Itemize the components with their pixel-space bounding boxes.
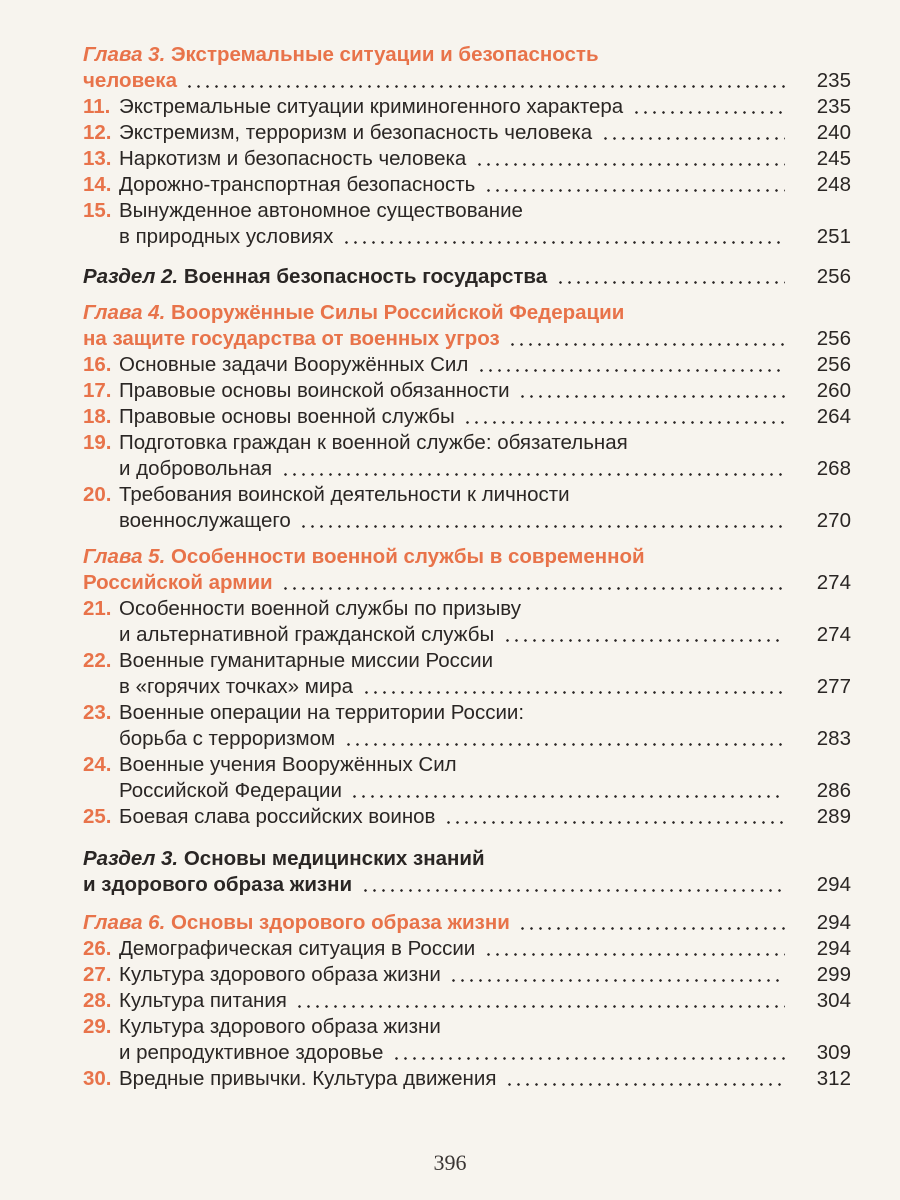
item-title-line: Правовые основы военной службы bbox=[119, 405, 455, 428]
toc-entry-title bbox=[83, 404, 851, 430]
item-title-line: Боевая слава российских воинов bbox=[119, 805, 436, 828]
dot-leader bbox=[601, 137, 785, 140]
toc-entry-title bbox=[83, 988, 851, 1014]
item-title-line: в природных условиях bbox=[119, 225, 334, 248]
dot-leader bbox=[503, 639, 785, 642]
dot-leader bbox=[344, 743, 785, 746]
toc-item bbox=[83, 988, 851, 1014]
toc-page-number: 235 bbox=[816, 95, 851, 118]
item-number: 20. bbox=[83, 483, 112, 506]
toc-page-number: 312 bbox=[816, 1067, 851, 1090]
item-title-line: Демографическая ситуация в России bbox=[119, 937, 476, 960]
toc-page-number: 240 bbox=[816, 121, 851, 144]
section-title-line: Основы медицинских знаний bbox=[183, 847, 485, 870]
item-title-line: Особенности военной службы по призыву bbox=[119, 597, 522, 620]
toc-entry-title bbox=[83, 1066, 851, 1092]
item-number: 17. bbox=[83, 379, 112, 402]
item-title-line: Культура питания bbox=[119, 989, 287, 1012]
toc-page-number: 283 bbox=[816, 727, 851, 750]
item-title-line: Вредные привычки. Культура движения bbox=[119, 1067, 497, 1090]
chapter-label: Глава 5. bbox=[83, 545, 166, 568]
dot-leader bbox=[463, 421, 785, 424]
item-title-line: Требования воинской деятельности к личности bbox=[119, 483, 570, 506]
dot-leader bbox=[505, 1083, 785, 1086]
dot-leader bbox=[484, 189, 785, 192]
item-title-line: и альтернативной гражданской службы bbox=[119, 623, 495, 646]
dot-leader bbox=[475, 163, 785, 166]
item-number: 27. bbox=[83, 963, 112, 986]
dot-leader bbox=[449, 979, 785, 982]
chapter-label: Глава 6. bbox=[83, 911, 166, 934]
dot-leader bbox=[518, 395, 785, 398]
dot-leader bbox=[632, 111, 785, 114]
toc-item bbox=[83, 752, 851, 804]
chapter-title-line: Основы здорового образа жизни bbox=[170, 911, 510, 934]
dot-leader bbox=[342, 241, 785, 244]
toc-page-number: 286 bbox=[816, 779, 851, 802]
toc-item bbox=[83, 804, 851, 830]
toc-page-number: 260 bbox=[816, 379, 851, 402]
toc-entry-title bbox=[83, 378, 851, 404]
item-title-line: Культура здорового образа жизни bbox=[119, 1015, 441, 1038]
item-number: 15. bbox=[83, 199, 112, 222]
toc-item bbox=[83, 120, 851, 146]
chapter-label: Глава 4. bbox=[83, 301, 166, 324]
toc-page-number: 277 bbox=[816, 675, 851, 698]
toc-page-number: 264 bbox=[816, 405, 851, 428]
toc-item bbox=[83, 482, 851, 534]
item-title-line: Дорожно-транспортная безопасность bbox=[119, 173, 476, 196]
toc-item bbox=[83, 198, 851, 250]
chapter-title-line: человека bbox=[83, 69, 177, 92]
item-title-line: и репродуктивное здоровье bbox=[119, 1041, 384, 1064]
toc-item bbox=[83, 172, 851, 198]
item-number: 28. bbox=[83, 989, 112, 1012]
toc-item bbox=[83, 94, 851, 120]
item-number: 30. bbox=[83, 1067, 112, 1090]
dot-leader bbox=[362, 691, 785, 694]
dot-leader bbox=[295, 1005, 785, 1008]
toc-page-number: 294 bbox=[816, 937, 851, 960]
chapter-title-line: Вооружённые Силы Российской Федерации bbox=[170, 301, 625, 324]
dot-leader bbox=[185, 85, 785, 88]
item-title-line: Культура здорового образа жизни bbox=[119, 963, 441, 986]
dot-leader bbox=[508, 343, 785, 346]
toc-item bbox=[83, 648, 851, 700]
item-title-line: Военные учения Вооружённых Сил bbox=[119, 753, 457, 776]
toc-page-number: 289 bbox=[816, 805, 851, 828]
chapter-title-line: Особенности военной службы в современной bbox=[170, 545, 645, 568]
toc-page-number: 268 bbox=[816, 457, 851, 480]
item-title-line: Экстремизм, терроризм и безопасность человека bbox=[119, 121, 593, 144]
dot-leader bbox=[299, 525, 785, 528]
toc-entry-title bbox=[83, 94, 851, 120]
toc-entry-title bbox=[83, 172, 851, 198]
toc-item bbox=[83, 352, 851, 378]
toc-item bbox=[83, 700, 851, 752]
toc-page-number: 235 bbox=[816, 69, 851, 92]
toc-item bbox=[83, 962, 851, 988]
toc-item bbox=[83, 146, 851, 172]
toc-chapter bbox=[83, 910, 851, 936]
dot-leader bbox=[556, 281, 785, 284]
toc-entry-title bbox=[83, 264, 851, 290]
item-number: 24. bbox=[83, 753, 112, 776]
toc-page-number: 251 bbox=[816, 225, 851, 248]
toc-chapter bbox=[83, 42, 851, 94]
toc-page-number: 256 bbox=[816, 327, 851, 350]
toc-item bbox=[83, 430, 851, 482]
toc-section bbox=[83, 846, 851, 898]
item-title-line: в «горячих точках» мира bbox=[119, 675, 354, 698]
chapter-title-line: Российской армии bbox=[83, 571, 273, 594]
toc-entry-title bbox=[83, 910, 851, 936]
toc-page-number: 245 bbox=[816, 147, 851, 170]
chapter-label: Глава 3. bbox=[83, 43, 166, 66]
item-number: 26. bbox=[83, 937, 112, 960]
chapter-title-line: Экстремальные ситуации и безопасность bbox=[170, 43, 599, 66]
item-number: 22. bbox=[83, 649, 112, 672]
dot-leader bbox=[477, 369, 785, 372]
item-number: 29. bbox=[83, 1015, 112, 1038]
section-title-line: и здорового образа жизни bbox=[83, 873, 353, 896]
dot-leader bbox=[281, 587, 785, 590]
toc-item bbox=[83, 1066, 851, 1092]
toc-item bbox=[83, 936, 851, 962]
toc-page-number: 274 bbox=[816, 623, 851, 646]
toc-entry-title bbox=[83, 804, 851, 830]
item-number: 21. bbox=[83, 597, 112, 620]
toc-item bbox=[83, 404, 851, 430]
toc-chapter bbox=[83, 544, 851, 596]
toc-entry-title bbox=[83, 936, 851, 962]
item-number: 18. bbox=[83, 405, 112, 428]
item-number: 19. bbox=[83, 431, 112, 454]
item-number: 23. bbox=[83, 701, 112, 724]
toc-page-number: 256 bbox=[816, 265, 851, 288]
page-number: 396 bbox=[433, 1150, 467, 1175]
toc-section bbox=[83, 264, 851, 290]
item-number: 14. bbox=[83, 173, 112, 196]
item-title-line: Военные гуманитарные миссии России bbox=[119, 649, 494, 672]
toc-entry-title bbox=[83, 352, 851, 378]
chapter-title-line: на защите государства от военных угроз bbox=[83, 327, 500, 350]
dot-leader bbox=[361, 889, 785, 892]
toc-entry-title bbox=[83, 120, 851, 146]
toc-entry-title bbox=[83, 962, 851, 988]
item-number: 25. bbox=[83, 805, 112, 828]
dot-leader bbox=[281, 473, 785, 476]
toc-item bbox=[83, 378, 851, 404]
item-title-line: Основные задачи Вооружённых Сил bbox=[119, 353, 469, 376]
toc-page-number: 304 bbox=[816, 989, 851, 1012]
dot-leader bbox=[484, 953, 785, 956]
item-title-line: Вынужденное автономное существование bbox=[119, 199, 523, 222]
dot-leader bbox=[444, 821, 785, 824]
item-number: 13. bbox=[83, 147, 112, 170]
item-title-line: Подготовка граждан к военной службе: обязательная bbox=[119, 431, 628, 454]
item-number: 16. bbox=[83, 353, 112, 376]
toc-page-number: 294 bbox=[816, 873, 851, 896]
dot-leader bbox=[518, 927, 785, 930]
item-title-line: борьба с терроризмом bbox=[119, 727, 336, 750]
item-title-line: Экстремальные ситуации криминогенного характера bbox=[119, 95, 624, 118]
toc-page-number: 248 bbox=[816, 173, 851, 196]
toc-page-number: 270 bbox=[816, 509, 851, 532]
item-title-line: Военные операции на территории России: bbox=[119, 701, 525, 724]
toc-item bbox=[83, 596, 851, 648]
toc-chapter bbox=[83, 300, 851, 352]
item-number: 11. bbox=[83, 95, 111, 118]
section-label: Раздел 3. bbox=[83, 847, 179, 870]
toc-page-number: 309 bbox=[816, 1041, 851, 1064]
item-title-line: военнослужащего bbox=[119, 509, 291, 532]
section-title-line: Военная безопасность государства bbox=[183, 265, 548, 288]
toc-page-number: 274 bbox=[816, 571, 851, 594]
toc-item bbox=[83, 1014, 851, 1066]
item-title-line: и добровольная bbox=[119, 457, 273, 480]
item-title-line: Правовые основы воинской обязанности bbox=[119, 379, 510, 402]
dot-leader bbox=[392, 1057, 785, 1060]
item-title-line: Наркотизм и безопасность человека bbox=[119, 147, 467, 170]
item-title-line: Российской Федерации bbox=[119, 779, 342, 802]
table-of-contents bbox=[83, 42, 851, 1092]
toc-page-number: 256 bbox=[816, 353, 851, 376]
item-number: 12. bbox=[83, 121, 112, 144]
toc-entry-title bbox=[83, 146, 851, 172]
dot-leader bbox=[350, 795, 785, 798]
section-label: Раздел 2. bbox=[83, 265, 179, 288]
toc-page-number: 299 bbox=[816, 963, 851, 986]
toc-page-number: 294 bbox=[816, 911, 851, 934]
